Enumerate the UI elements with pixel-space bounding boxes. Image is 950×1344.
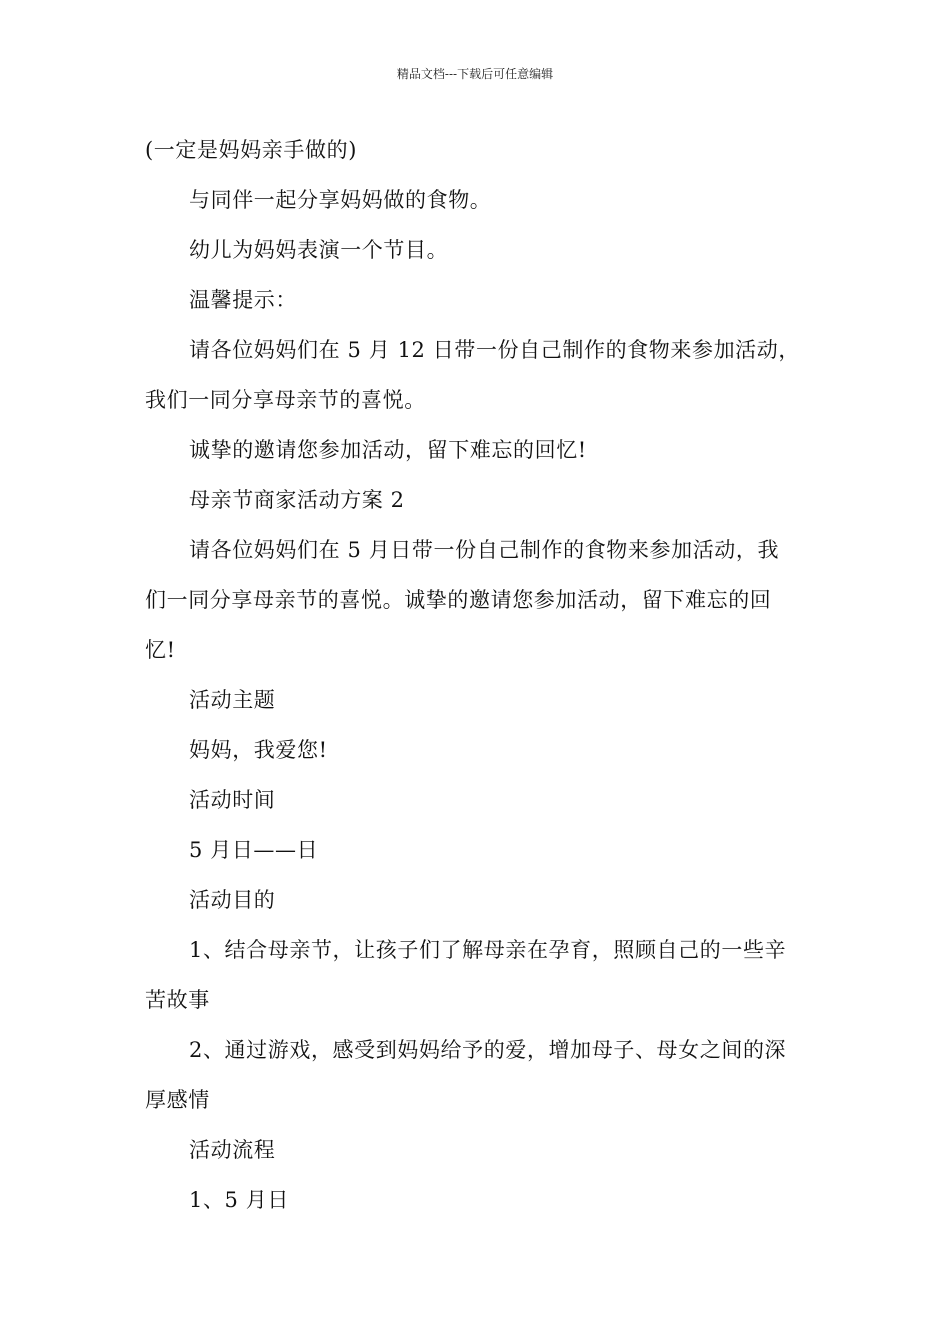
paragraph-line: 与同伴一起分享妈妈做的食物。 <box>189 188 492 212</box>
paragraph-line: 1、5 月日 <box>189 1188 289 1212</box>
paragraph-line: 妈妈，我爱您! <box>189 738 328 762</box>
paragraph-line: (一定是妈妈亲手做的) <box>145 138 357 162</box>
paragraph-line: 诚挚的邀请您参加活动，留下难忘的回忆! <box>189 438 587 462</box>
document-body <box>145 125 810 1225</box>
paragraph-line: 幼儿为妈妈表演一个节目。 <box>189 238 449 262</box>
paragraph-line: 请各位妈妈们在 5 月 12 日带一份自己制作的食物来参加活动， <box>189 338 800 362</box>
paragraph-line: 请各位妈妈们在 5 月日带一份自己制作的食物来参加活动，我 <box>189 538 780 562</box>
paragraph-line: 厚感情 <box>145 1088 210 1112</box>
paragraph-line: 忆! <box>145 638 176 662</box>
paragraph-line: 们一同分享母亲节的喜悦。诚挚的邀请您参加活动，留下难忘的回 <box>145 588 772 612</box>
subsection-heading: 活动主题 <box>189 688 276 712</box>
paragraph-line: 5 月日——日 <box>189 838 319 862</box>
paragraph-line: 1、结合母亲节，让孩子们了解母亲在孕育，照顾自己的一些辛 <box>189 938 787 962</box>
subsection-heading: 活动流程 <box>189 1138 276 1162</box>
paragraph-line: 2、通过游戏，感受到妈妈给予的爱，增加母子、母女之间的深 <box>189 1038 787 1062</box>
paragraph-line: 我们一同分享母亲节的喜悦。 <box>145 388 426 412</box>
paragraph-line: 温馨提示： <box>189 288 297 312</box>
page-header: 精品文档---下载后可任意编辑 <box>396 67 554 81</box>
subsection-heading: 活动目的 <box>189 888 276 912</box>
subsection-heading: 活动时间 <box>189 788 276 812</box>
paragraph-line: 苦故事 <box>145 988 210 1012</box>
section-heading: 母亲节商家活动方案 2 <box>189 488 405 512</box>
